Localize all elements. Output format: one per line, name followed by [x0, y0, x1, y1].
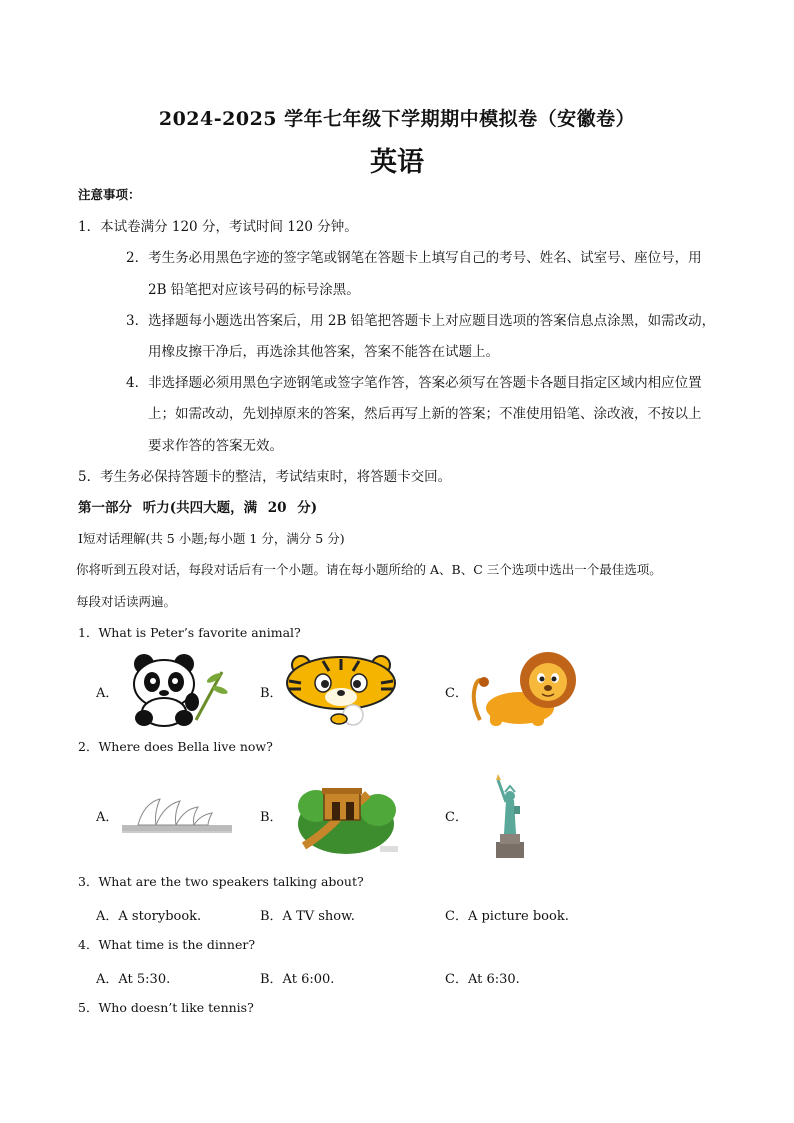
great-wall-image [296, 776, 402, 856]
q4-option-c: C．At 6:30. [445, 972, 520, 987]
notice-item-4: 4．非选择题必须用黑色字迹钢笔或签字笔作答，答案必须写在答题卡各题目指定区域内相应位置 [126, 375, 702, 391]
q4-option-b: B．At 6:00. [260, 972, 335, 987]
q3-option-a: A．A storybook. [96, 909, 202, 924]
question-1-stem: 1．What is Peter’s favorite animal? [78, 625, 301, 640]
q1-option-a-label: A． [96, 686, 119, 701]
exam-title: 2024-2025 学年七年级下学期期中模拟卷（安徽卷） [158, 108, 636, 130]
instructions-2: 每段对话读两遍。 [76, 594, 177, 609]
subject-title: 英语 [370, 147, 424, 178]
notice-item-4-cont2: 要求作答的答案无效。 [148, 438, 283, 454]
q3-option-b: B．A TV show. [260, 909, 355, 924]
part1-heading: 第一部分 听力(共四大题，满 20 分) [78, 500, 318, 516]
instructions-1: 你将听到五段对话，每段对话后有一个小题。请在每小题所给的 A、B、C 三个选项中选出一个最佳选项。 [76, 562, 662, 577]
notice-item-3-cont: 用橡皮擦干净后，再选涂其他答案，答案不能答在试题上。 [148, 344, 499, 360]
statue-of-liberty-image [488, 774, 532, 860]
tiger-image [283, 653, 399, 727]
q1-option-c-label: C． [445, 686, 468, 701]
notice-item-4-cont: 上；如需改动，先划掉原来的答案，然后再写上新的答案；不准使用铅笔、涂改液，不按以上 [148, 406, 702, 422]
question-4-stem: 4．What time is the dinner? [78, 937, 256, 952]
opera-house-image [120, 795, 234, 835]
section-title: Ⅰ短对话理解(共 5 小题;每小题 1 分，满分 5 分) [78, 531, 345, 546]
lion-image [466, 650, 582, 728]
q3-option-c: C．A picture book. [445, 909, 569, 924]
notice-item-2: 2．考生务必用黑色字迹的签字笔或钢笔在答题卡上填写自己的考号、姓名、试室号、座位号，用 [126, 250, 702, 266]
q2-option-a-label: A． [96, 810, 119, 825]
q2-option-b-label: B． [260, 810, 283, 825]
question-3-stem: 3．What are the two speakers talking about? [78, 874, 364, 889]
q1-option-b-label: B． [260, 686, 283, 701]
q2-option-c-label: C． [445, 810, 468, 825]
notice-item-2-cont: 2B 铅笔把对应该号码的标号涂黑。 [148, 282, 360, 298]
question-2-stem: 2．Where does Bella live now? [78, 739, 273, 754]
question-5-stem: 5．Who doesn’t like tennis? [78, 1000, 254, 1015]
q4-option-a: A．At 5:30. [96, 972, 171, 987]
notice-item-5: 5．考生务必保持答题卡的整洁，考试结束时，将答题卡交回。 [78, 469, 452, 485]
notice-item-3: 3．选择题每小题选出答案后，用 2B 铅笔把答题卡上对应题目选项的答案信息点涂黑，如需改动， [126, 313, 716, 329]
notice-item-1: 1．本试卷满分 120 分，考试时间 120 分钟。 [78, 219, 358, 235]
panda-image [122, 650, 230, 728]
notice-heading: 注意事项： [78, 187, 141, 202]
